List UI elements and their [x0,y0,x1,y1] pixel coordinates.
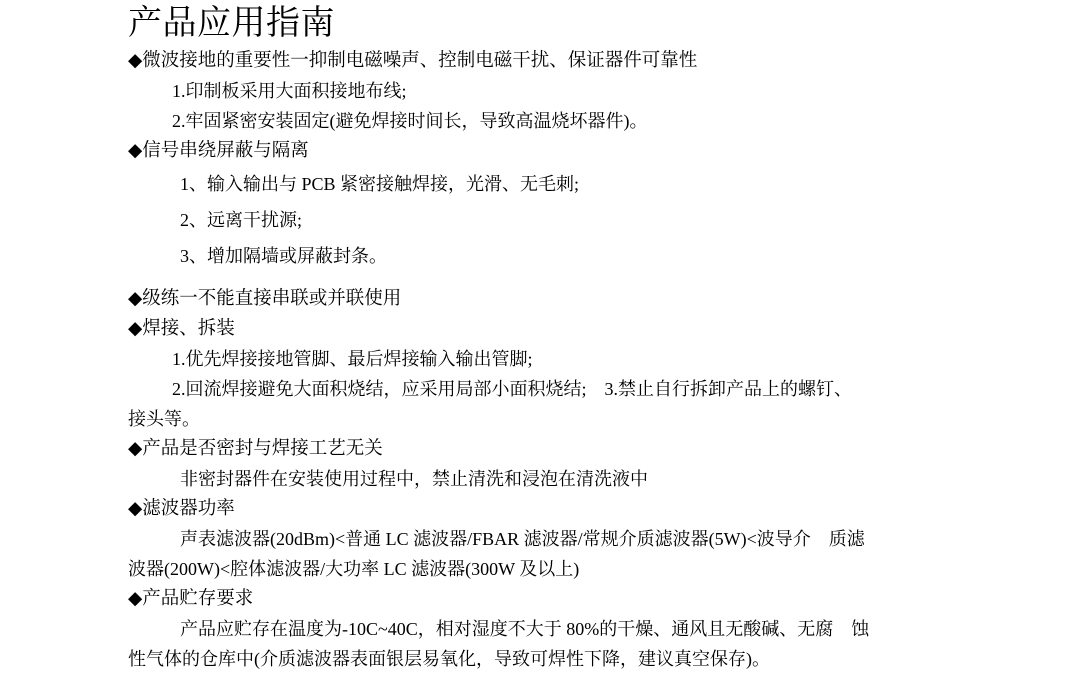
section-item-shielding-3: 3、增加隔墙或屏蔽封条。 [180,246,387,266]
section-heading-soldering: ◆焊接、拆装 [128,319,235,339]
section-heading-filter-power: ◆滤波器功率 [128,499,235,519]
section-item-filter-power-1: 声表滤波器(20dBm)<普通 LC 滤波器/FBAR 滤波器/常规介质滤波器(5W)<波导介 质滤 [180,529,865,549]
section-item-grounding-2: 2.牢固紧密安装固定(避免焊接时间长，导致高温烧坏器件)。 [172,111,648,131]
section-item-storage-2: 性气体的仓库中(介质滤波器表面银层易氧化，导致可焊性下降，建议真空保存)。 [128,649,770,669]
section-heading-sealing: ◆产品是否密封与焊接工艺无关 [128,439,383,459]
page-title: 产品应用指南 [128,5,335,42]
section-item-shielding-1: 1、输入输出与 PCB 紧密接触焊接，光滑、无毛刺; [180,174,580,194]
section-item-sealing-1: 非密封器件在安装使用过程中，禁止清洗和浸泡在清洗液中 [180,469,648,489]
section-item-soldering-2: 2.回流焊接避免大面积烧结，应采用局部小面积烧结; 3.禁止自行拆卸产品上的螺钉、 [172,379,852,399]
section-heading-series-parallel: ◆级练一不能直接串联或并联使用 [128,289,402,309]
section-item-storage-1: 产品应贮存在温度为-10C~40C，相对湿度不大于 80%的干燥、通风且无酸碱、无腐 蚀 [180,619,870,639]
section-item-filter-power-2: 波器(200W)<腔体滤波器/大功率 LC 滤波器(300W 及以上) [128,559,580,579]
section-heading-shielding: ◆信号串绕屏蔽与隔离 [128,141,309,161]
section-item-shielding-2: 2、远离干扰源; [180,210,303,230]
spacer [128,274,1020,284]
section-item-soldering-1: 1.优先焊接接地管脚、最后焊接输入输出管脚; [172,349,533,369]
section-item-soldering-3: 接头等。 [128,409,200,429]
section-heading-storage: ◆产品贮存要求 [128,589,254,609]
section-heading-grounding: ◆微波接地的重要性一抑制电磁噪声、控制电磁干扰、保证器件可靠性 [128,51,698,71]
section-item-grounding-1: 1.印制板采用大面积接地布线; [172,81,407,101]
